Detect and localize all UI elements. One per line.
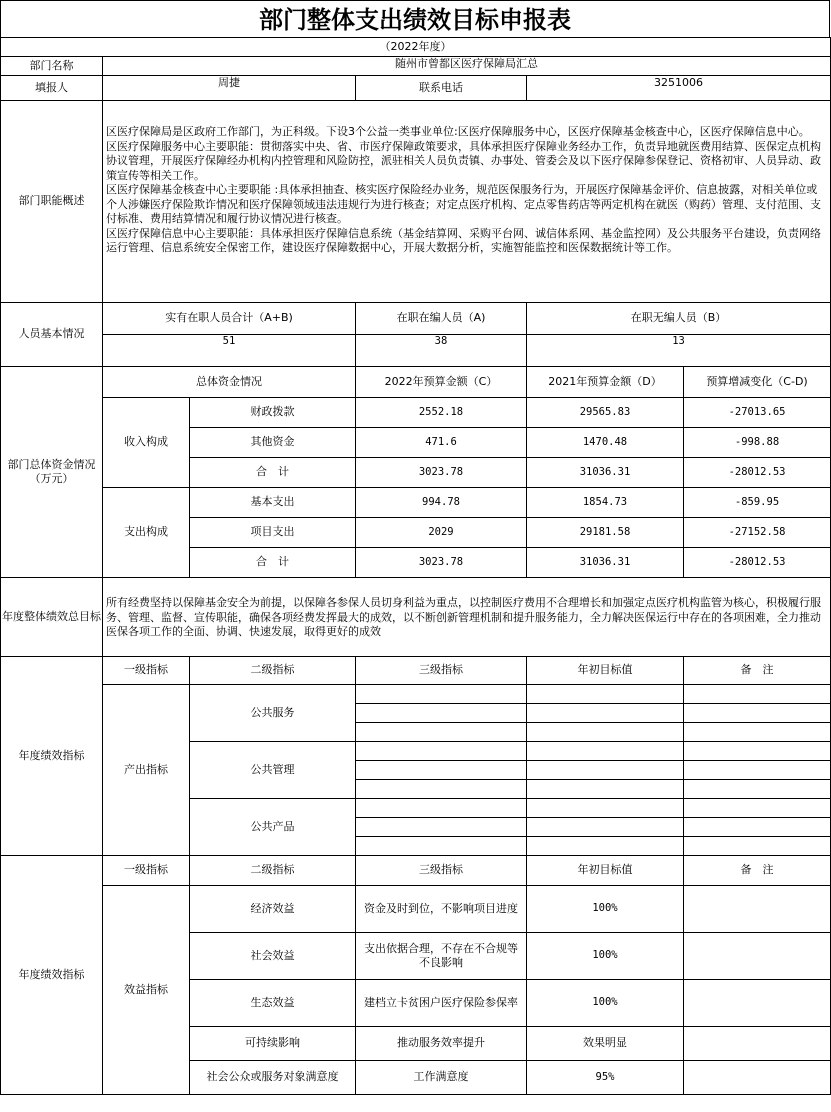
perf1-cell [684,685,831,704]
income-row-name: 财政拨款 [190,398,356,428]
perf1-cell [527,837,684,856]
personnel-staffed-value: 38 [356,335,527,367]
perf1-cell [684,837,831,856]
perf1-cell [684,761,831,780]
perf1-cell [356,761,527,780]
expense-row-name: 合 计 [190,548,356,578]
perf1-cell [356,723,527,742]
perf1-cell [527,818,684,837]
form-year: （2022年度） [1,38,831,57]
annual-goal-text: 所有经费坚持以保障基金安全为前提，以保障各参保人员切身利益为重点，以控制医疗费用不合理增长和加强定点医疗机构监管为核心，积极履行服务、管理、监督、宣传职能，确保各项经费发挥最大的成效，以不断创新管理机制和提升服务能力，全力解决医保运行中存在的各项困难，全力推动医保各项工作的全面、协调、快速发展，取得更好的成效 [103,578,831,657]
perf2-header-remark: 备 注 [684,856,831,886]
filler-value: 周捷 [103,76,356,101]
perf2-label: 年度绩效指标 [1,856,103,1095]
expense-row-2022: 2029 [356,518,527,548]
perf2-level2: 社会公众或服务对象满意度 [190,1061,356,1095]
perf2-level3: 工作满意度 [356,1061,527,1095]
expense-row-change: -27152.58 [684,518,831,548]
perf1-header-level2: 二级指标 [190,657,356,685]
perf1-cell [527,685,684,704]
perf2-target: 100% [527,980,684,1027]
function-label: 部门职能概述 [1,101,103,303]
income-row-change: -998.88 [684,428,831,458]
perf1-cell [684,723,831,742]
form-title: 部门整体支出绩效目标申报表 [0,0,830,38]
funds-header-2022: 2022年预算金额（C） [356,367,527,398]
perf1-group: 公共产品 [190,799,356,856]
income-row-2022: 2552.18 [356,398,527,428]
income-row-2021: 29565.83 [527,398,684,428]
perf2-level3: 支出依据合理，不存在不合规等不良影响 [356,933,527,980]
expense-label: 支出构成 [103,488,190,578]
personnel-total-value: 51 [103,335,356,367]
function-paragraph: 区医疗保障服务中心主要职能：贯彻落实中央、省、市医疗保障政策要求，具体承担医疗保障业务经办工作，负责异地就医费用结算、医保定点机构协议管理，开展医疗保障经办机构内控管理和风险防控，派驻相关人员负责镇、办事处、管委会及以下医疗保障参保登记、资格初审、人员异动、政策宣传等相关工作。 [106,139,821,182]
funds-label: 部门总体资金情况（万元） [1,367,103,578]
perf1-cell [527,704,684,723]
perf1-header-remark: 备 注 [684,657,831,685]
perf2-header-level1: 一级指标 [103,856,190,886]
perf2-remark [684,933,831,980]
perf2-remark [684,1027,831,1061]
filler-label: 填报人 [1,76,103,101]
perf2-level3: 推动服务效率提升 [356,1027,527,1061]
perf1-header-level3: 三级指标 [356,657,527,685]
annual-goal-label: 年度整体绩效总目标 [1,578,103,657]
perf1-group: 公共服务 [190,685,356,742]
perf1-label: 年度绩效指标 [1,657,103,856]
perf1-cell [684,704,831,723]
perf2-remark [684,980,831,1027]
perf1-cell [684,799,831,818]
perf2-level3: 资金及时到位，不影响项目进度 [356,886,527,933]
perf1-header-level1: 一级指标 [103,657,190,685]
perf1-cell [527,799,684,818]
perf1-header-target: 年初目标值 [527,657,684,685]
personnel-header-staffed: 在职在编人员（A) [356,303,527,335]
personnel-unstaffed-value: 13 [527,335,831,367]
personnel-header-unstaffed: 在职无编人员（B） [527,303,831,335]
perf1-level1: 产出指标 [103,685,190,856]
perf1-cell [356,818,527,837]
income-row-name: 合 计 [190,458,356,488]
expense-row-2022: 3023.78 [356,548,527,578]
perf1-cell [527,761,684,780]
perf2-target: 95% [527,1061,684,1095]
phone-label: 联系电话 [356,76,527,101]
perf2-target: 100% [527,886,684,933]
income-label: 收入构成 [103,398,190,488]
dept-name-label: 部门名称 [1,57,103,76]
funds-header-general: 总体资金情况 [103,367,356,398]
income-row-2022: 471.6 [356,428,527,458]
dept-name-value: 随州市曾都区医疗保障局汇总 [103,57,831,76]
income-row-2021: 1470.48 [527,428,684,458]
perf2-level3: 建档立卡贫困户医疗保险参保率 [356,980,527,1027]
perf2-level2: 可持续影响 [190,1027,356,1061]
expense-row-2021: 29181.58 [527,518,684,548]
income-row-2021: 31036.31 [527,458,684,488]
perf1-cell [527,780,684,799]
funds-header-change: 预算增减变化（C-D) [684,367,831,398]
phone-value: 3251006 [527,76,831,101]
perf2-level2: 生态效益 [190,980,356,1027]
personnel-label: 人员基本情况 [1,303,103,367]
perf2-header-level3: 三级指标 [356,856,527,886]
perf1-cell [356,780,527,799]
expense-row-name: 基本支出 [190,488,356,518]
perf2-header-level2: 二级指标 [190,856,356,886]
perf2-target: 100% [527,933,684,980]
perf2-header-target: 年初目标值 [527,856,684,886]
perf2-target: 效果明显 [527,1027,684,1061]
perf2-level1: 效益指标 [103,886,190,1095]
perf2-level2: 经济效益 [190,886,356,933]
personnel-header-total: 实有在职人员合计（A+B) [103,303,356,335]
perf2-level2: 社会效益 [190,933,356,980]
expense-row-change: -28012.53 [684,548,831,578]
expense-row-2021: 1854.73 [527,488,684,518]
perf1-cell [356,704,527,723]
income-row-change: -28012.53 [684,458,831,488]
perf1-cell [684,818,831,837]
expense-row-name: 项目支出 [190,518,356,548]
perf1-cell [356,742,527,761]
perf1-cell [684,780,831,799]
perf2-remark [684,886,831,933]
perf1-cell [527,723,684,742]
income-row-2022: 3023.78 [356,458,527,488]
perf1-group: 公共管理 [190,742,356,799]
income-row-change: -27013.65 [684,398,831,428]
form-table [0,37,831,1095]
function-description [103,101,831,303]
perf1-cell [684,742,831,761]
income-row-name: 其他资金 [190,428,356,458]
expense-row-2022: 994.78 [356,488,527,518]
perf2-remark [684,1061,831,1095]
function-paragraph: 区医疗保障基金核查中心主要职能 :具体承担抽查、核实医疗保险经办业务，规范医保服务行为，开展医疗保障基金评价、信息披露，对相关单位或个人涉嫌医疗保险欺诈情况和医疗保障领域违法违规行为进行核查；对定点医疗机构、定点零售药店等两定机构在就医（购药）管理、支付范围、支付标准、费用结算情况和履行协议情况进行核查。 [106,183,821,225]
funds-header-2021: 2021年预算金额（D） [527,367,684,398]
perf1-cell [527,742,684,761]
perf1-cell [356,685,527,704]
function-paragraph: 区医疗保障信息中心主要职能：具体承担医疗保障信息系统（基金结算网、采购平台网、诚信体系网、基金监控网）及公共服务平台建设，负责网络运行管理、信息系统安全保密工作，建设医疗保障数据中心，开展大数据分析，实施智能监控和医保数据统计等工作。 [106,226,821,254]
perf1-cell [356,837,527,856]
expense-row-change: -859.95 [684,488,831,518]
function-paragraph: 区医疗保障局是区政府工作部门，为正科级。下设3个公益一类事业单位:区医疗保障服务中心，区医疗保障基金核查中心，区医疗保障信息中心。 [106,125,810,138]
expense-row-2021: 31036.31 [527,548,684,578]
perf1-cell [356,799,527,818]
